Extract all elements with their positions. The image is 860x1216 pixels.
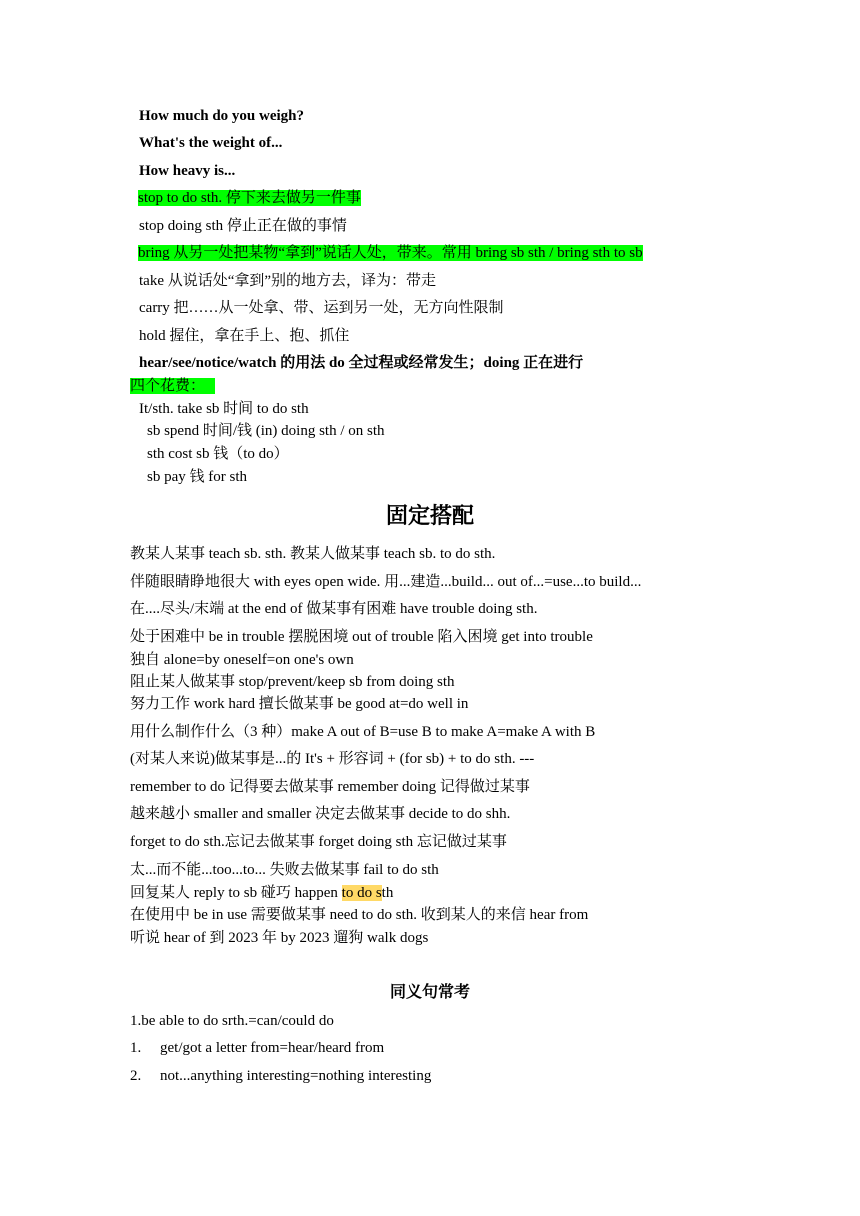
spend-line-cost: sth cost sb 钱（to do） <box>147 446 289 462</box>
line-weigh-question: How much do you weigh? <box>139 108 305 124</box>
phrase-line: 在使用中 be in use 需要做某事 need to do sth. 收到某人的来信 hear from <box>130 907 589 923</box>
line-hold: hold 握住，拿在手上、抱、抓住 <box>139 328 350 344</box>
phrase-line: 太...而不能...too...to... 失败去做某事 fail to do sth <box>130 862 439 878</box>
list-number: 2. <box>130 1068 142 1084</box>
phrase-line: 处于困难中 be in trouble 摆脱困境 out of trouble 陷入困境 get into trouble <box>130 629 593 645</box>
highlight-green: stop to do sth. 停下来去做另一件事 <box>138 190 361 206</box>
phrase-line: 听说 hear of 到 2023 年 by 2023 遛狗 walk dogs <box>130 930 429 946</box>
list-item <box>130 1066 431 1086</box>
line-weight-of: What's the weight of... <box>139 135 283 151</box>
phrase-line: 阻止某人做某事 stop/prevent/keep sb from doing sth <box>130 674 455 690</box>
line-carry: carry 把……从一处拿、带、运到另一处，无方向性限制 <box>139 300 504 316</box>
phrase-line: 独自 alone=by oneself=on one's own <box>130 652 354 668</box>
phrase-line: (对某人来说)做某事是...的 It's + 形容词 + (for sb) + to do sth. --- <box>130 751 535 767</box>
phrase-line: 教某人某事 teach sb. sth. 教某人做某事 teach sb. to do sth. <box>130 546 496 562</box>
line-hear-see: hear/see/notice/watch 的用法 do 全过程或经常发生；doing 正在进行 <box>139 355 584 371</box>
spend-line-spend: sb spend 时间/钱 (in) doing sth / on sth <box>147 423 385 439</box>
phrase-line: remember to do 记得要去做某事 remember doing 记得做过某事 <box>130 779 530 795</box>
line-stop-to-do <box>138 188 361 208</box>
list-text: get/got a letter from=hear/heard from <box>160 1040 385 1056</box>
highlight-yellow: to do s <box>341 885 382 901</box>
phrase-line: forget to do sth.忘记去做某事 forget doing sth 忘记做过某事 <box>130 834 507 850</box>
list-item <box>130 1038 384 1058</box>
spend-title <box>130 376 215 396</box>
phrase-line: 努力工作 work hard 擅长做某事 be good at=do well in <box>130 696 469 712</box>
phrase-text: 回复某人 reply to sb 碰巧 happen <box>130 885 342 901</box>
line-take: take 从说话处“拿到”别的地方去，译为：带走 <box>139 273 437 289</box>
phrase-line: 用什么制作什么（3 种）make A out of B=use B to make A=make A with B <box>130 724 596 740</box>
phrase-line: 越来越小 smaller and smaller 决定去做某事 decide to do shh. <box>130 806 511 822</box>
phrase-line: 在....尽头/末端 at the end of 做某事有困难 have trouble doing sth. <box>130 601 538 617</box>
line-stop-doing: stop doing sth 停止正在做的事情 <box>139 218 347 234</box>
phrase-line <box>130 883 393 903</box>
list-text: not...anything interesting=nothing interesting <box>160 1068 432 1084</box>
synonym-line: 1.be able to do srth.=can/could do <box>130 1013 334 1029</box>
section-heading-synonyms: 同义句常考 <box>389 984 470 1001</box>
spend-line-pay: sb pay 钱 for sth <box>147 469 247 485</box>
phrase-line: 伴随眼睛睁地很大 with eyes open wide. 用...建造...build... out of...=use...to build... <box>130 574 642 590</box>
list-number: 1. <box>130 1040 142 1056</box>
highlight-green: bring 从另一处把某物“拿到”说话人处，带来。常用 bring sb sth / bring sth to sb <box>138 245 643 261</box>
section-heading-phrases: 固定搭配 <box>385 503 474 528</box>
highlight-green: 四个花费： <box>130 378 215 394</box>
line-bring <box>138 243 643 263</box>
phrase-text: th <box>381 885 394 901</box>
line-how-heavy: How heavy is... <box>139 163 236 179</box>
spend-line-take: It/sth. take sb 时间 to do sth <box>139 401 309 417</box>
